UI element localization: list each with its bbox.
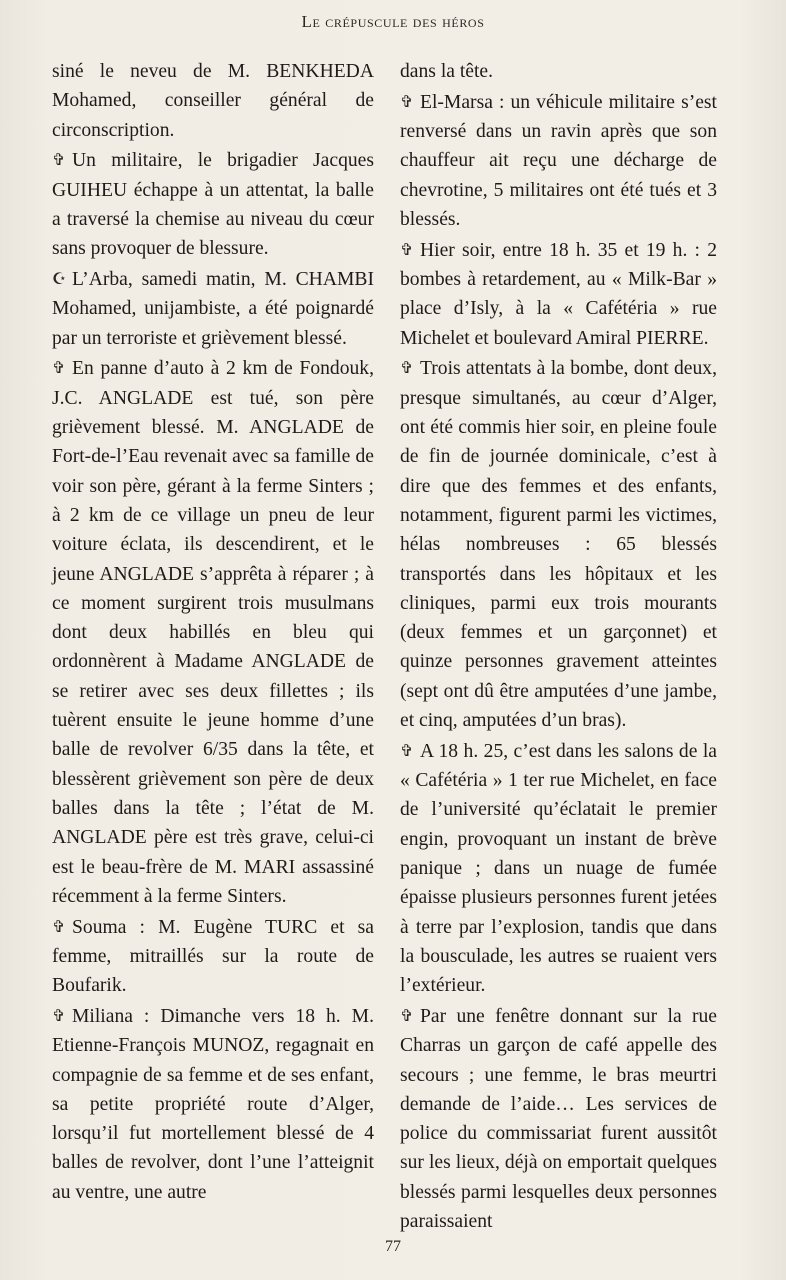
latin-cross-icon: ✞ [400,1006,414,1025]
item-text: Souma : M. Eugène TURC et sa femme, mitraillés sur la route de Boufarik. [52,916,374,997]
news-item [400,354,717,735]
right-column [400,57,717,1238]
news-item [52,354,374,911]
latin-cross-icon: ✞ [400,740,414,760]
news-item [400,1002,717,1236]
item-text: A 18 h. 25, c’est dans les salons de la « Cafétéria » 1 ter rue Michelet, en face de l’université qu’éclatait le premier engin, provoquant un instant de brève panique ; dans un nuage de fumée épaisse plusieurs personnes furent jetées à terre par l’explosion, tandis que dans la bousculade, les autres se ruaient vers l’extérieur. [400,740,717,997]
latin-cross-icon: ✞ [400,239,414,259]
running-title: Le crépuscule des héros [301,12,485,31]
news-item [400,88,717,234]
latin-cross-icon: ✞ [400,358,414,378]
latin-cross-icon: ✞ [52,1006,66,1025]
item-text: dans la tête. [400,61,494,82]
crescent-star-icon: ☪ [52,269,67,289]
item-text: siné le neveu de M. BENKHEDA Mohamed, conseiller général de circonscription. [52,61,374,141]
item-text: El-Marsa : un véhicule militaire s’est renversé dans un ravin après que son chauffeur ait reçu une décharge de chevrotine, 5 militaires ont été tués et 3 blessés. [400,91,717,230]
item-text: Un militaire, le brigadier Jacques GUIHEU échappe à un attentat, la balle a traversé la chemise au niveau du cœur sans provoquer de blessure. [52,150,374,260]
latin-cross-icon: ✞ [52,150,66,170]
latin-cross-icon: ✞ [52,916,66,936]
news-item [52,265,374,353]
news-item [52,1002,374,1207]
news-item [52,913,374,1001]
latin-cross-icon: ✞ [52,358,66,378]
news-item [400,236,717,353]
item-text: Trois attentats à la bombe, dont deux, presque simultanés, au cœur d’Alger, ont été commis hier soir, en pleine foule de fin de journée dominicale, c’est à dire que des femmes et des enfants, notamment, figurent parmi les victimes, hélas nombreuses : 65 blessés transportés dans les hôpitaux et les cliniques, parmi eux trois mourants (deux femmes et un garçonnet) et quinze personnes gravement atteintes (sept ont dû être amputées d’une jambe, et cinq, amputées d’un bras). [400,358,717,732]
news-item [52,146,374,263]
news-item [400,57,717,86]
news-item [52,57,374,145]
page-number: 77 [385,1238,401,1255]
news-item [400,737,717,1001]
item-text: En panne d’auto à 2 km de Fondouk, J.C. ANGLADE est tué, son père grièvement blessé. M. ANGLADE de Fort-de-l’Eau revenait avec sa famille de voir son père, gérant à la ferme Sinters ; à 2 km de ce village un pneu de leur voiture éclata, ils descendirent, et le jeune ANGLADE s’apprêta à réparer ; à ce moment surgirent trois musulmans dont deux habillés en bleu qui ordonnèrent à Madame ANGLADE de se retirer avec ses deux fillettes ; ils tuèrent ensuite le jeune homme d’une balle de revolver 6/35 dans la tête, et blessèrent grièvement son père de deux balles dans la tête ; l’état de M. ANGLADE père est très grave, celui-ci est le beau-frère de M. MARI assassiné récemment à la ferme Sinters. [52,358,374,907]
left-column [52,57,374,1209]
item-text: Hier soir, entre 18 h. 35 et 19 h. : 2 bombes à retardement, au « Milk-Bar » place d’Isly, à la « Cafétéria » rue Michelet et boulevard Amiral PIERRE. [400,239,717,349]
latin-cross-icon: ✞ [400,91,414,111]
item-text: L’Arba, samedi matin, M. CHAMBI Mohamed, unijambiste, a été poignardé par un terroriste et grièvement blessé. [52,269,374,349]
item-text: Miliana : Dimanche vers 18 h. M. Etienne-François MUNOZ, regagnait en compagnie de sa femme et de ses enfant, sa petite propriété route d’Alger, lorsqu’il fut mortellement blessé de 4 balles de revolver, dont l’une l’atteignit au ventre, une autre [52,1006,374,1203]
item-text: Par une fenêtre donnant sur la rue Charras un garçon de café appelle des secours ; une femme, le bras meurtri demande de l’aide… Les services de police du commissariat furent aussitôt sur les lieux, déjà on emportait quelques blessés parmi lesquelles deux personnes paraissaient [400,1006,717,1233]
